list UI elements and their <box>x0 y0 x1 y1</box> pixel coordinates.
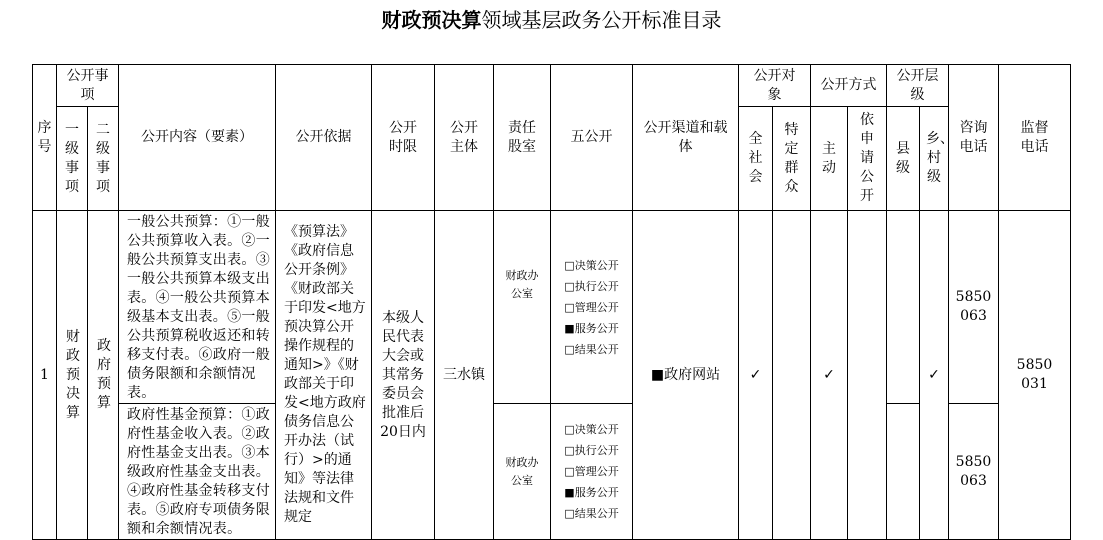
header-mode-active-label: 主动 <box>822 140 836 176</box>
header-target-all-label: 全社会 <box>748 131 763 185</box>
header-subject <box>435 65 494 211</box>
header-time-limit-label: 公开时限 <box>389 119 417 155</box>
row-consult-phone-general-text: 5850063 <box>955 289 992 324</box>
row-channel: ■政府网站 <box>633 211 739 540</box>
header-supervise-phone-label: 监督电话 <box>1020 119 1049 155</box>
five-public-list <box>564 419 618 524</box>
row-consult-phone-general <box>949 211 999 404</box>
five-public-option: □决策公开 <box>564 423 619 436</box>
header-item-group-label: 公开事项 <box>66 67 109 103</box>
header-level-county <box>887 107 920 211</box>
header-seq <box>33 65 57 211</box>
header-mode-request-label: 依申请公开 <box>860 112 874 204</box>
page-title-rest: 领域基层政务公开标准目录 <box>481 8 722 32</box>
row-office-fund-text: 财政办公室 <box>505 455 539 487</box>
header-mode-group: 公开方式 <box>811 65 887 107</box>
header-channel <box>633 65 739 211</box>
row-content-fund: 政府性基金预算：①政府性基金收入表。②政府性基金支出表。③本级政府性基金支出表。④政府性基金转移支付表。⑤政府专项债务限额和余额情况表。 <box>119 404 276 540</box>
five-public-option: □决策公开 <box>564 258 619 272</box>
header-level-township <box>920 107 954 211</box>
header-basis: 公开依据 <box>276 65 372 211</box>
five-public-option: □执行公开 <box>564 444 619 457</box>
row-office-general-text: 财政办公室 <box>505 269 539 300</box>
header-office <box>494 65 551 211</box>
header-target-all <box>739 107 773 211</box>
header-mode-active <box>811 107 848 211</box>
row-target-specific-check <box>773 211 811 540</box>
row-five-public-fund <box>551 404 633 540</box>
header-subject-label: 公开主体 <box>450 119 478 155</box>
row-level-township-check: ✓ <box>920 211 949 540</box>
header-level2-label: 二级事项 <box>96 121 110 195</box>
row-subject: 三水镇 <box>435 211 494 540</box>
row-level2-text: 政府预算 <box>97 338 111 411</box>
header-item-group <box>57 65 119 107</box>
row-consult-phone-fund <box>949 404 999 540</box>
header-target-group-label: 公开对象 <box>753 67 796 103</box>
five-public-option: □结果公开 <box>564 507 619 520</box>
row-target-all-check: ✓ <box>739 211 773 540</box>
row-consult-phone-fund-text: 5850063 <box>955 453 992 489</box>
page-title-bold: 财政预决算 <box>381 8 482 32</box>
table-row <box>33 211 1071 404</box>
row-mode-request-check <box>848 211 887 540</box>
five-public-option: □执行公开 <box>564 279 619 293</box>
row-level2 <box>88 211 119 540</box>
header-target-group <box>739 65 811 107</box>
header-target-specific <box>773 107 811 211</box>
row-supervise-phone <box>999 211 1071 540</box>
row-five-public-general <box>551 211 633 404</box>
row-mode-active-check: ✓ <box>811 211 848 540</box>
header-consult-phone-label: 咨询电话 <box>959 119 988 155</box>
header-channel-label: 公开渠道和载体 <box>643 119 728 155</box>
header-time-limit <box>372 65 435 211</box>
header-level1 <box>57 107 88 211</box>
row-time-limit <box>372 211 435 540</box>
page-title <box>0 6 1103 34</box>
row-office-general <box>494 211 551 404</box>
header-level-group-label: 公开层级 <box>896 67 939 103</box>
header-office-label: 责任股室 <box>508 119 536 155</box>
row-level1 <box>57 211 88 540</box>
row-level-county-cell <box>887 211 920 404</box>
row-basis: 《预算法》《政府信息公开条例》《财政部关于印发<地方预决算公开操作规程的通知>》《财政部关于印发<地方政府债务信息公开办法（试行）>的通知》等法律法规和文件规定 <box>276 211 372 540</box>
header-level1-label: 一级事项 <box>65 121 79 195</box>
header-consult-phone <box>949 65 999 211</box>
header-level-group <box>887 65 949 107</box>
header-level-county-label: 县级 <box>896 140 910 176</box>
five-public-list <box>564 255 618 360</box>
row-time-limit-text: 本级人民代表大会或其常务委员会批准后20日内 <box>380 309 426 440</box>
row-office-fund <box>494 404 551 540</box>
row-level1-text: 财政预决算 <box>66 328 80 421</box>
header-level-township-label: 乡、村级 <box>926 131 954 185</box>
header-mode-request <box>848 107 887 211</box>
header-level2 <box>88 107 119 211</box>
row-content-general: 一般公共预算：①一般公共预算收入表。②一般公共预算支出表。③一般公共预算本级支出表。④一般公共预算本级基本支出表。⑤一般公共预算税收返还和转移支付表。⑥政府一般债务限额和余额情况表。 <box>119 211 276 404</box>
header-supervise-phone <box>999 65 1071 211</box>
catalog-table <box>32 64 1071 540</box>
row-seq: 1 <box>33 211 57 540</box>
five-public-option: □管理公开 <box>564 300 619 314</box>
header-row-1 <box>33 65 1071 107</box>
header-content: 公开内容（要素） <box>119 65 276 211</box>
header-five-public: 五公开 <box>551 65 633 211</box>
header-target-specific-label: 特定群众 <box>784 121 799 195</box>
row-level-county-cell-fund <box>887 404 920 540</box>
row-supervise-phone-text: 5850031 <box>1016 357 1053 392</box>
five-public-option: ■服务公开 <box>564 321 619 335</box>
header-seq-label: 序号 <box>37 119 52 155</box>
table-row <box>33 404 1071 540</box>
five-public-option: □结果公开 <box>564 342 619 356</box>
five-public-option: ■服务公开 <box>564 486 619 499</box>
five-public-option: □管理公开 <box>564 465 619 478</box>
